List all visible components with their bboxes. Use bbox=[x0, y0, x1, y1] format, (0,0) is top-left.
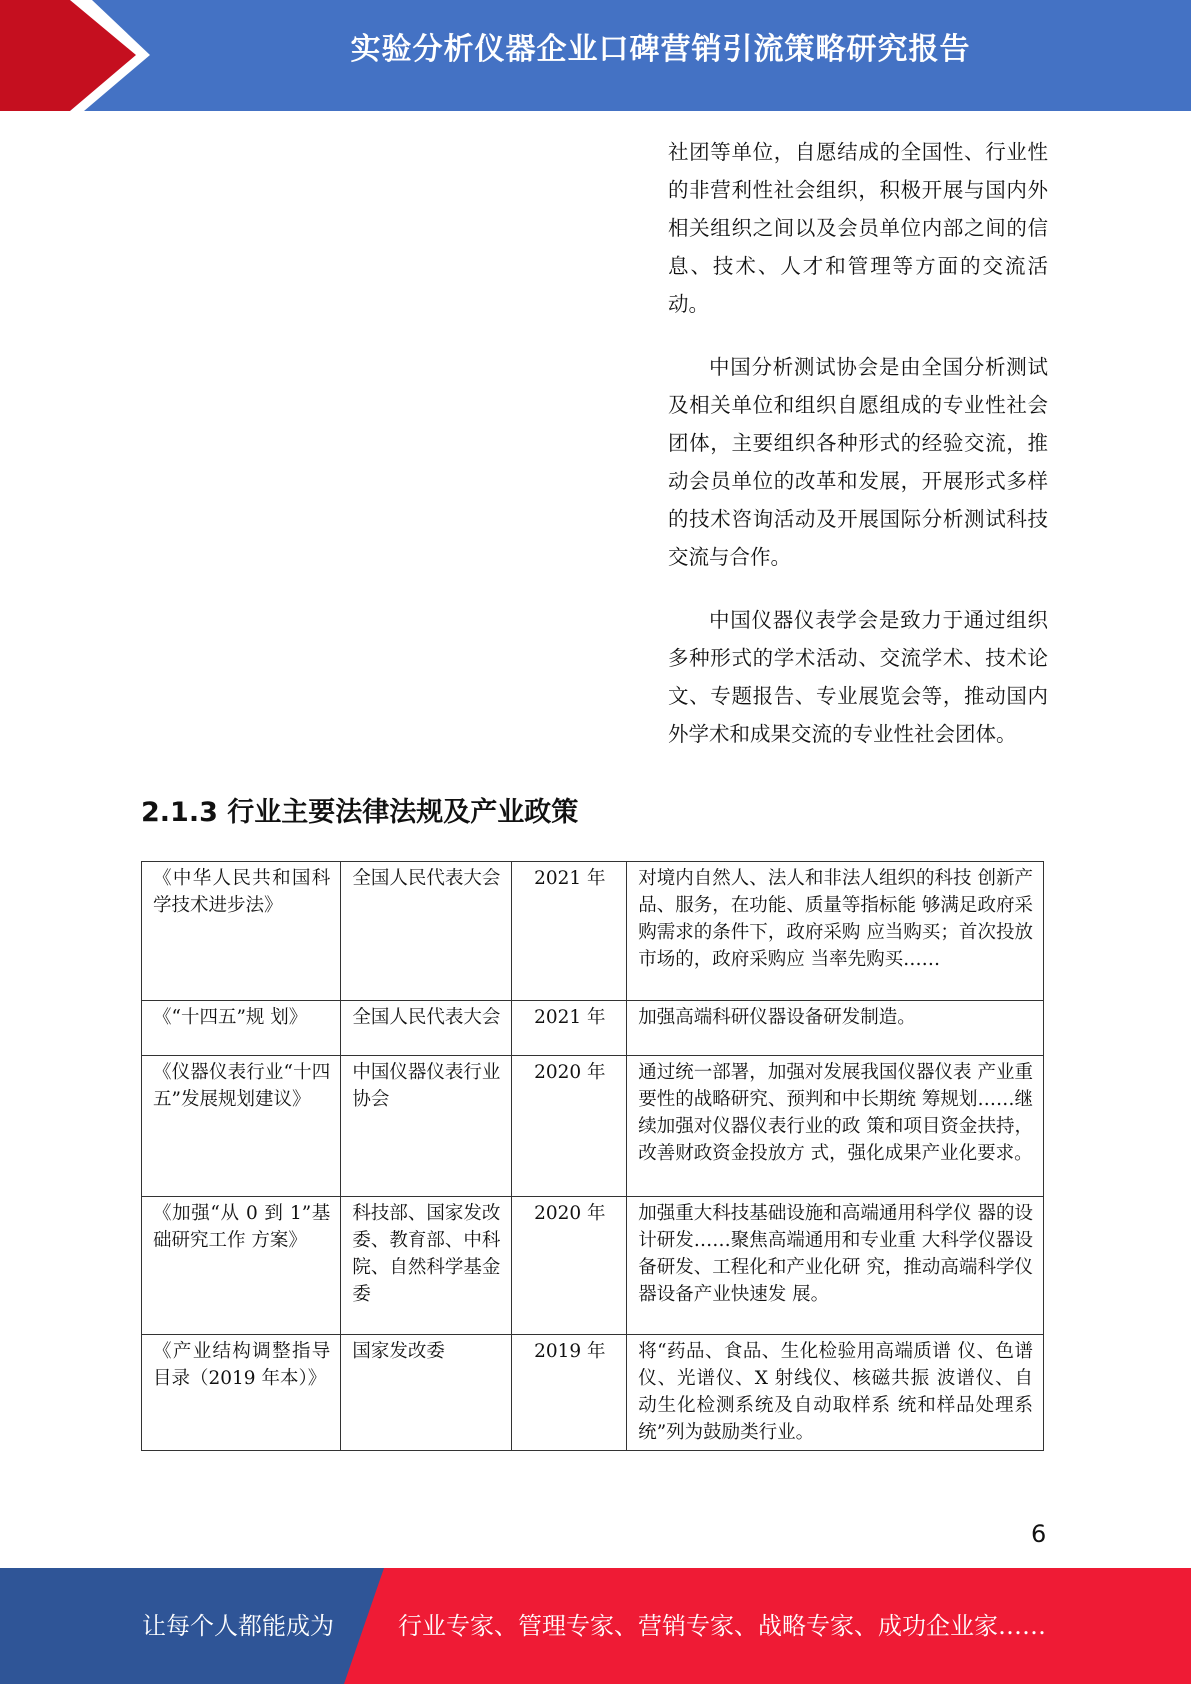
paragraph-instrument-society: 中国仪器仪表学会是致力于通过组织多种形式的学术活动、交流学术、技术论文、专题报告、专业展览会等，推动国内外学术和成果交流的专业性社会团体。 bbox=[668, 608, 1048, 746]
footer-slogan-right: 行业专家、管理专家、营销专家、战略专家、成功企业家…… bbox=[398, 1612, 1046, 1640]
section-heading: 2.1.3 行业主要法律法规及产业政策 bbox=[141, 797, 579, 828]
table-row bbox=[142, 1001, 1044, 1056]
table-row bbox=[142, 862, 1044, 1001]
page-footer bbox=[0, 1568, 1191, 1684]
policy-name: 《加强“从 0 到 1”基础研究工作 方案》 bbox=[142, 1197, 341, 1335]
table-row bbox=[142, 1197, 1044, 1335]
policy-issuer: 国家发改委 bbox=[341, 1335, 512, 1451]
policy-year: 2020 年 bbox=[512, 1056, 627, 1197]
policy-content: 加强高端科研仪器设备研发制造。 bbox=[627, 1001, 1044, 1056]
table-row bbox=[142, 1056, 1044, 1197]
policy-issuer: 科技部、国家发改委、教育部、中科院、自然科学基金委 bbox=[341, 1197, 512, 1335]
policy-name: 《中华人民共和国科学技术进步法》 bbox=[142, 862, 341, 1001]
table-row bbox=[142, 1335, 1044, 1451]
policy-issuer: 全国人民代表大会 bbox=[341, 862, 512, 1001]
policy-content: 将“药品、食品、生化检验用高端质谱 仪、色谱仪、光谱仪、X 射线仪、核磁共振 波谱仪、自动生化检测系统及自动取样系 统和样品处理系统”列为鼓励类行业。 bbox=[627, 1335, 1044, 1451]
policy-year: 2019 年 bbox=[512, 1335, 627, 1451]
policy-name: 《产业结构调整指导目录（2019 年本）》 bbox=[142, 1335, 341, 1451]
policy-issuer: 中国仪器仪表行业协会 bbox=[341, 1056, 512, 1197]
policy-content: 对境内自然人、法人和非法人组织的科技 创新产品、服务，在功能、质量等指标能 够满足政府采购需求的条件下，政府采购 应当购买；首次投放市场的，政府采购应 当率先购买…… bbox=[627, 862, 1044, 1001]
report-title: 实验分析仪器企业口碑营销引流策略研究报告 bbox=[350, 32, 971, 67]
page-header bbox=[0, 0, 1191, 111]
policy-content: 通过统一部署，加强对发展我国仪器仪表 产业重要性的战略研究、预判和中长期统 筹规划……继续加强对仪器仪表行业的政 策和项目资金扶持，改善财政资金投放方 式，强化成果产业化要求。 bbox=[627, 1056, 1044, 1197]
policy-name: 《“十四五”规 划》 bbox=[142, 1001, 341, 1056]
paragraph-analysis-association: 中国分析测试协会是由全国分析测试及相关单位和组织自愿组成的专业性社会团体，主要组织各种形式的经验交流，推动会员单位的改革和发展，开展形式多样的技术咨询活动及开展国际分析测试科技交流与合作。 bbox=[668, 355, 1048, 569]
policy-year: 2020 年 bbox=[512, 1197, 627, 1335]
policy-content: 加强重大科技基础设施和高端通用科学仪 器的设计研发……聚焦高端通用和专业重 大科学仪器设备研发、工程化和产业化研 究，推动高端科学仪器设备产业快速发 展。 bbox=[627, 1197, 1044, 1335]
policy-issuer: 全国人民代表大会 bbox=[341, 1001, 512, 1056]
footer-slogan-left: 让每个人都能成为 bbox=[142, 1612, 334, 1640]
policy-year: 2021 年 bbox=[512, 862, 627, 1001]
policy-name: 《仪器仪表行业“十四五”发展规划建议》 bbox=[142, 1056, 341, 1197]
paragraph-continued: 社团等单位，自愿结成的全国性、行业性的非营利性社会组织，积极开展与国内外相关组织之间以及会员单位内部之间的信息、技术、人才和管理等方面的交流活动。 bbox=[668, 140, 1048, 316]
page-number: 6 bbox=[1031, 1520, 1047, 1548]
policy-year: 2021 年 bbox=[512, 1001, 627, 1056]
policy-table bbox=[141, 861, 1044, 1451]
text-column bbox=[668, 133, 1048, 778]
